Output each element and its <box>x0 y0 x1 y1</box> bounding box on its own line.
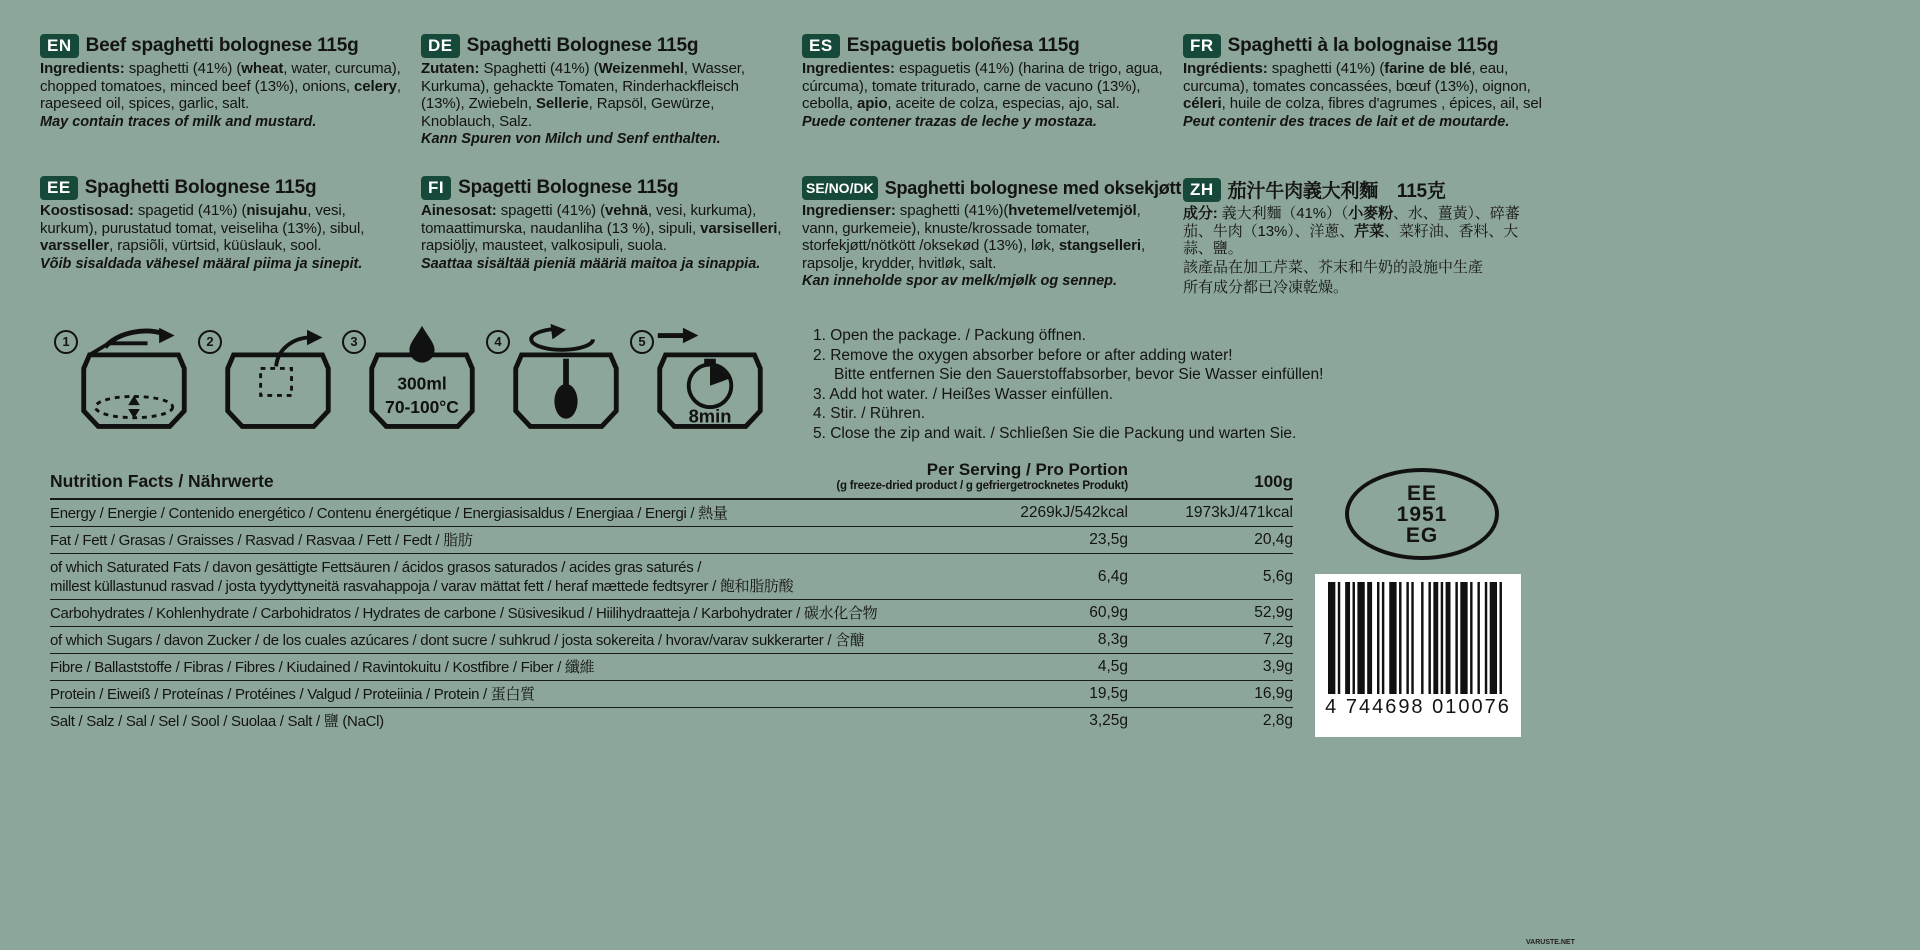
step-number-2: 2 <box>198 330 222 354</box>
lang-badge-senodk: SE/NO/DK <box>802 176 878 200</box>
ingredients-ee: Koostisosad: spagetid (41%) (nisujahu, vesi, kurkum), purustatud tomat, veiseliha (13%), sibul, varsseller, rapsiõli, vürtsid, küüslauk, sool. <box>40 202 365 255</box>
per-serving-header <box>798 460 1128 492</box>
language-sections <box>40 34 1545 316</box>
per-100g-value: 16,9g <box>1254 685 1293 702</box>
nutrition-header <box>50 460 1293 500</box>
per-serving-subnote: (g freeze-dried product / g gefriergetrocknetes Produkt) <box>836 480 1128 492</box>
instruction-step-2: 2. Remove the oxygen absorber before or after adding water! <box>813 346 1233 364</box>
nutrition-table <box>50 460 1293 734</box>
remove-oxygen-absorber-icon <box>220 322 336 438</box>
lang-badge-zh: ZH <box>1183 178 1221 202</box>
barcode <box>1315 574 1521 737</box>
ingredients-senodk: Ingredienser: spaghetti (41%)(hvetemel/vetemjöl, vann, gurkemeie), knuste/krossade tomater, storfekjøtt/nötkött /oksekød (13%), løk, stangselleri, rapsolje, krydder, hvitløk, salt. <box>802 202 1146 272</box>
footer-credit: VARUSTE.NET <box>1526 939 1575 946</box>
allergen-warning-fr: Peut contenir des traces de lait et de moutarde. <box>1183 113 1510 130</box>
ingredients-fr: Ingrédients: spaghetti (41%) (farine de blé, eau, curcuma), tomates concassées, bœuf (13%), oignon, céleri, huile de colza, fibres d'agrumes , épices, ail, sel <box>1183 60 1542 113</box>
lang-badge-ee: EE <box>40 176 78 200</box>
lang-section-zh <box>1183 176 1545 316</box>
per-100g-header <box>1128 472 1293 492</box>
nutrition-row-label: Protein / Eiweiß / Proteínas / Protéines / Valgud / Proteiinia / Protein / 蛋白質 <box>50 685 535 703</box>
nutrition-row <box>50 500 1293 527</box>
nutrition-row-label: Fibre / Ballaststoffe / Fibras / Fibres / Kiudained / Ravintokuitu / Kostfibre / Fiber / 纖維 <box>50 658 595 676</box>
instruction-step-5: 5. Close the zip and wait. / Schließen Sie die Packung und warten Sie. <box>813 424 1297 442</box>
wait-timer-icon <box>652 322 768 438</box>
nutrition-row <box>50 527 1293 554</box>
step-number-5: 5 <box>630 330 654 354</box>
nutrition-title: Nutrition Facts / Nährwerte <box>50 471 274 491</box>
product-title-en: Beef spaghetti bolognese 115g <box>85 35 359 56</box>
step-number-3: 3 <box>342 330 366 354</box>
per-serving-value: 19,5g <box>1089 685 1128 702</box>
nutrition-row-label: of which Sugars / davon Zucker / de los cuales azúcares / dont sucre / suhkrud / josta sokereita / hvorav/varav sukkerarter / 含醣 <box>50 631 865 649</box>
zh-facility-note: 該產品在加工芹菜、芥末和牛奶的設施中生產 <box>1183 258 1484 276</box>
ingredients-de: Zutaten: Spaghetti (41%) (Weizenmehl, Wasser, Kurkuma), gehackte Tomaten, Rinderhackfleisch (13%), Zwiebeln, Sellerie, Rapsöl, Gewürze, Knoblauch, Salz. <box>421 60 745 130</box>
nutrition-row-label: Salt / Salz / Sal / Sel / Sool / Suolaa / Salt / 鹽 (NaCl) <box>50 712 384 730</box>
instruction-list <box>813 326 1323 443</box>
per-serving-value: 3,25g <box>1089 712 1128 729</box>
nutrition-row-label: Carbohydrates / Kohlenhydrate / Carbohidratos / Hydrates de carbone / Süsivesikud / Hiilihydraatteja / Karbohydrater / 碳水化合物 <box>50 604 878 622</box>
preparation-pictograms <box>48 322 768 440</box>
nutrition-rows <box>50 500 1293 734</box>
product-title-fr: Spaghetti à la bolognaise 115g <box>1227 35 1499 56</box>
per-serving-value: 8,3g <box>1097 631 1128 648</box>
lang-section-en <box>40 34 402 174</box>
allergen-warning-ee: Võib sisaldada vähesel määral piima ja sinepit. <box>40 255 363 272</box>
stamp-line-2: 1951 <box>1396 502 1448 526</box>
step2-remove-absorber <box>192 322 336 440</box>
nutrition-row <box>50 654 1293 681</box>
stir-spoon-icon <box>508 322 624 438</box>
instruction-step-2-de: Bitte entfernen Sie den Sauerstoffabsorber, bevor Sie Wasser einfüllen! <box>834 366 1324 383</box>
nutrition-row <box>50 600 1293 627</box>
allergen-warning-senodk: Kan inneholde spor av melk/mjølk og sennep. <box>802 273 1118 290</box>
lang-badge-en: EN <box>40 34 79 58</box>
stamp-line-3: EG <box>1405 523 1439 547</box>
per-serving-value: 23,5g <box>1089 531 1128 548</box>
allergen-warning-en: May contain traces of milk and mustard. <box>40 113 317 130</box>
open-package-icon <box>76 322 192 438</box>
nutrition-row <box>50 708 1293 734</box>
ee-approval-stamp <box>1345 468 1499 560</box>
per-100g-value: 1973kJ/471kcal <box>1185 504 1293 521</box>
per-100g-value: 2,8g <box>1262 712 1293 729</box>
product-title-ee: Spaghetti Bolognese 115g <box>84 177 317 198</box>
step5-close-wait <box>624 322 768 440</box>
per-100g-value: 52,9g <box>1254 604 1293 621</box>
stamp-line-1: EE <box>1406 481 1437 505</box>
nutrition-row-label: Energy / Energie / Contenido energético / Contenu énergétique / Energiasisaldus / Energiaa / Energi / 熱量 <box>50 504 728 522</box>
lang-badge-fi: FI <box>421 176 451 200</box>
allergen-warning-de: Kann Spuren von Milch und Senf enthalten. <box>421 131 721 148</box>
water-temp-label: 70-100°C <box>385 396 459 417</box>
step-number-4: 4 <box>486 330 510 354</box>
product-title-es: Espaguetis boloñesa 115g <box>846 35 1080 56</box>
step1-open-package <box>48 322 192 440</box>
step4-stir <box>480 322 624 440</box>
per-serving-value: 2269kJ/542kcal <box>1020 504 1128 521</box>
per-100g-value: 3,9g <box>1262 658 1293 675</box>
nutrition-row <box>50 627 1293 654</box>
lang-section-es <box>802 34 1164 174</box>
nutrition-row-label: of which Saturated Fats / davon gesättigte Fettsäuren / ácidos grasos saturados / acides gras saturés / millest küllastunud rasvad / josta tyydyttyneitä rasvahappoja / varav mättat fett / heraf mættede fedtsyrer / 飽和脂肪酸 <box>50 558 794 595</box>
barcode-bars <box>1326 582 1510 694</box>
step-number-1: 1 <box>54 330 78 354</box>
product-title-zh: 茄汁牛肉義大利麵 115克 <box>1227 181 1446 202</box>
lang-badge-es: ES <box>802 34 840 58</box>
instruction-step-3: 3. Add hot water. / Heißes Wasser einfüllen. <box>813 385 1114 403</box>
allergen-warning-es: Puede contener trazas de leche y mostaza. <box>802 113 1097 130</box>
lang-section-fi <box>421 176 783 316</box>
product-title-de: Spaghetti Bolognese 115g <box>466 35 699 56</box>
per-serving-value: 6,4g <box>1097 567 1128 585</box>
instruction-step-1: 1. Open the package. / Packung öffnen. <box>813 327 1086 344</box>
lang-badge-fr: FR <box>1183 34 1221 58</box>
per-serving-value: 60,9g <box>1089 604 1128 621</box>
product-title-fi: Spagetti Bolognese 115g <box>458 177 679 198</box>
per-100g-label: 100g <box>1254 472 1293 491</box>
lang-badge-de: DE <box>421 34 460 58</box>
lang-section-de <box>421 34 783 174</box>
barcode-number: 4 744698 010076 <box>1325 696 1511 718</box>
ingredients-zh: 成分: 義大利麵（41%）（小麥粉、水、薑黃）、碎蕃茄、牛肉（13%）、洋蔥、芹菜、菜籽油、香料、大蒜、鹽。 <box>1183 205 1520 258</box>
nutrition-row <box>50 554 1293 600</box>
lang-section-scandi <box>802 176 1182 316</box>
allergen-warning-fi: Saattaa sisältää pieniä määriä maitoa ja sinappia. <box>421 255 761 272</box>
instruction-step-4: 4. Stir. / Rühren. <box>813 405 925 422</box>
per-100g-value: 5,6g <box>1262 567 1293 585</box>
per-100g-value: 7,2g <box>1262 631 1293 648</box>
per-serving-label: Per Serving / Pro Portion <box>926 460 1128 479</box>
ingredients-fi: Ainesosat: spagetti (41%) (vehnä, vesi, kurkuma), tomaattimurska, naudanliha (13 %), sipuli, varsiselleri, rapsiöljy, mausteet, valkosipuli, suola. <box>421 202 782 255</box>
per-100g-value: 20,4g <box>1254 531 1293 548</box>
lang-section-fr <box>1183 34 1545 174</box>
add-hot-water-icon <box>364 322 480 438</box>
ingredients-en: Ingredients: spaghetti (41%) (wheat, water, curcuma), chopped tomatoes, minced beef (13%), onions, celery, rapeseed oil, spices, garlic, salt. <box>40 60 401 113</box>
nutrition-row-label: Fat / Fett / Grasas / Graisses / Rasvad / Rasvaa / Fett / Fedt / 脂肪 <box>50 531 473 549</box>
wait-time-label: 8min <box>688 405 732 427</box>
step3-add-water <box>336 322 480 440</box>
per-serving-value: 4,5g <box>1097 658 1128 675</box>
nutrition-row <box>50 681 1293 708</box>
water-amount-label: 300ml <box>397 373 447 394</box>
product-title-senodk: Spaghetti bolognese med oksekjøtt <box>884 177 1182 198</box>
ingredients-es: Ingredientes: espaguetis (41%) (harina de trigo, agua, cúrcuma), tomate triturado, carne de vacuno (13%), cebolla, apio, aceite de colza, especias, ajo, sal. <box>802 60 1163 113</box>
zh-freezedried-note: 所有成分都已冷凍乾燥。 <box>1183 278 1349 296</box>
lang-section-ee <box>40 176 402 316</box>
